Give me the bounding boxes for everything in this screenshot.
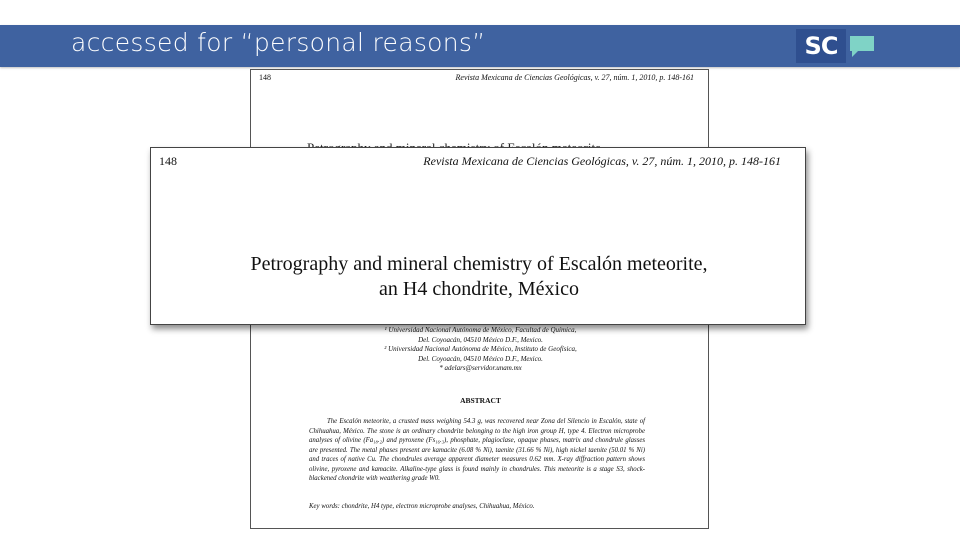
paper-title-line-1: Petrography and mineral chemistry of Escalón meteorite,	[250, 253, 708, 275]
zoomed-callout	[150, 147, 806, 325]
abstract-text: The Escalón meteorite, a crusted mass weighing 54.3 g, was recovered near Zona del Silencio in Escalón, state of Chihuahua, México. The stone is an ordinary chondrite belonging to the high iron group H, type 4. Electron microprobe analyses of olivine (Fa₁₈.₂) and pyroxene (Fs₁₆.₃), phosphate, plagioclase, opaque phases, matrix and chondrule glasses are presented. The metal phases present are kamacite (6.08 % Ni), taenite (31.66 % Ni), high nickel taenite (50.01 % Ni) and traces of native Cu. The chondrules average apparent diameter measures 0.62 mm. X-ray diffraction pattern shows olivine, pyroxene and kamacite. Alkaline-type glass is found mainly in chondrules. This meteorite is a stage S3, shock-blackened chondrite with weathering grade W0.	[309, 418, 645, 482]
keywords: Key words: chondrite, H4 type, electron microprobe analyses, Chihuahua, México.	[309, 503, 535, 510]
page-number: 148	[259, 73, 271, 82]
logo-text: SC	[796, 29, 846, 63]
slide-title: accessed for “personal reasons”	[71, 28, 486, 57]
affiliations	[251, 326, 710, 374]
zoom-page-number: 148	[159, 154, 177, 168]
journal-citation: Revista Mexicana de Ciencias Geológicas, v. 27, núm. 1, 2010, p. 148-161	[455, 73, 694, 82]
affiliation-line: ² Universidad Nacional Autónoma de México, Instituto de Geofísica,	[384, 345, 577, 353]
abstract-heading: ABSTRACT	[460, 396, 501, 405]
affiliation-line: Del. Coyoacán, 04510 México D.F., Mexico.	[418, 335, 543, 344]
author-email: * adelars@servidor.unam.mx	[439, 364, 522, 372]
paper-title-line-2: an H4 chondrite, México	[379, 278, 579, 300]
logo	[796, 29, 880, 63]
zoom-journal-citation: Revista Mexicana de Ciencias Geológicas, v. 27, núm. 1, 2010, p. 148-161	[423, 154, 781, 168]
affiliation-line: Del. Coyoacán, 04510 México D.F., Mexico.	[418, 354, 543, 363]
speech-bubble-icon	[848, 35, 876, 59]
paper-title	[151, 252, 807, 302]
header-bar	[0, 25, 960, 67]
affiliation-line: ¹ Universidad Nacional Autónoma de México, Facultad de Química,	[384, 326, 577, 334]
